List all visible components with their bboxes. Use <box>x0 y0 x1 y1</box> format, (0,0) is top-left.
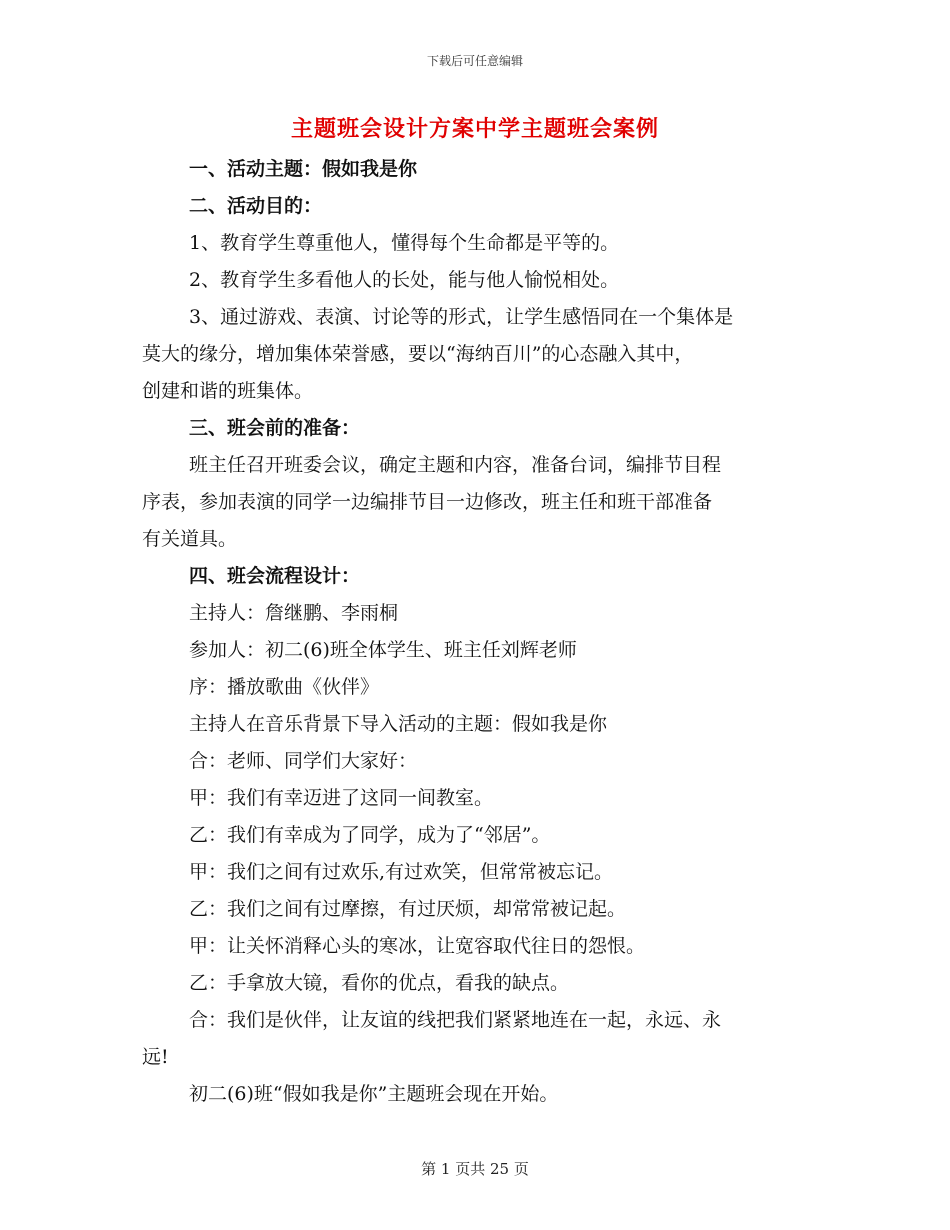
page-footer: 第 1 页共 25 页 <box>421 1160 529 1178</box>
paragraph-line: 参加人：初二(6)班全体学生、班主任刘辉老师 <box>189 639 577 661</box>
paragraph-line: 有关道具。 <box>142 528 238 550</box>
document-title: 主题班会设计方案中学主题班会案例 <box>290 116 659 142</box>
paragraph-line: 合：老师、同学们大家好： <box>189 750 418 772</box>
paragraph-line: 序表，参加表演的同学一边编排节目一边修改，班主任和班干部准备 <box>142 491 713 513</box>
paragraph-line: 3、通过游戏、表演、讨论等的形式，让学生感悟同在一个集体是 <box>189 306 734 328</box>
page-header: 下载后可任意编辑 <box>426 54 523 68</box>
paragraph-line: 莫大的缘分，增加集体荣誉感，要以“海纳百川”的心态融入其中， <box>142 343 694 365</box>
paragraph-line: 1、教育学生尊重他人，懂得每个生命都是平等的。 <box>189 232 620 254</box>
paragraph-line: 班主任召开班委会议，确定主题和内容，准备台词，编排节目程 <box>189 454 722 476</box>
paragraph-line: 主持人在音乐背景下导入活动的主题：假如我是你 <box>189 713 608 735</box>
paragraph-line: 乙：手拿放大镜，看你的优点，看我的缺点。 <box>189 972 570 994</box>
paragraph-line: 创建和谐的班集体。 <box>142 380 314 402</box>
document-body <box>142 151 810 1113</box>
paragraph-line: 初二(6)班“假如我是你”主题班会现在开始。 <box>189 1083 559 1105</box>
paragraph-line: 乙：我们有幸成为了同学，成为了“邻居”。 <box>189 824 551 846</box>
paragraph-line: 甲：我们之间有过欢乐,有过欢笑，但常常被忘记。 <box>189 861 614 883</box>
section-heading: 四、班会流程设计： <box>189 565 361 587</box>
paragraph-line: 乙：我们之间有过摩擦，有过厌烦，却常常被记起。 <box>189 898 627 920</box>
paragraph-line: 甲：我们有幸迈进了这同一间教室。 <box>189 787 494 809</box>
paragraph-line: 2、教育学生多看他人的长处，能与他人愉悦相处。 <box>189 269 620 291</box>
paragraph-line: 序：播放歌曲《伙伴》 <box>189 676 380 698</box>
section-heading: 三、班会前的准备： <box>189 417 361 439</box>
paragraph-line: 远! <box>142 1046 169 1068</box>
paragraph-line: 主持人：詹继鹏、李雨桐 <box>189 602 399 624</box>
section-heading: 二、活动目的： <box>189 195 323 217</box>
paragraph-line: 合：我们是伙伴，让友谊的线把我们紧紧地连在一起，永远、永 <box>189 1009 722 1031</box>
section-heading: 一、活动主题：假如我是你 <box>189 158 418 180</box>
paragraph-line: 甲：让关怀消释心头的寒冰，让宽容取代往日的怨恨。 <box>189 935 646 957</box>
